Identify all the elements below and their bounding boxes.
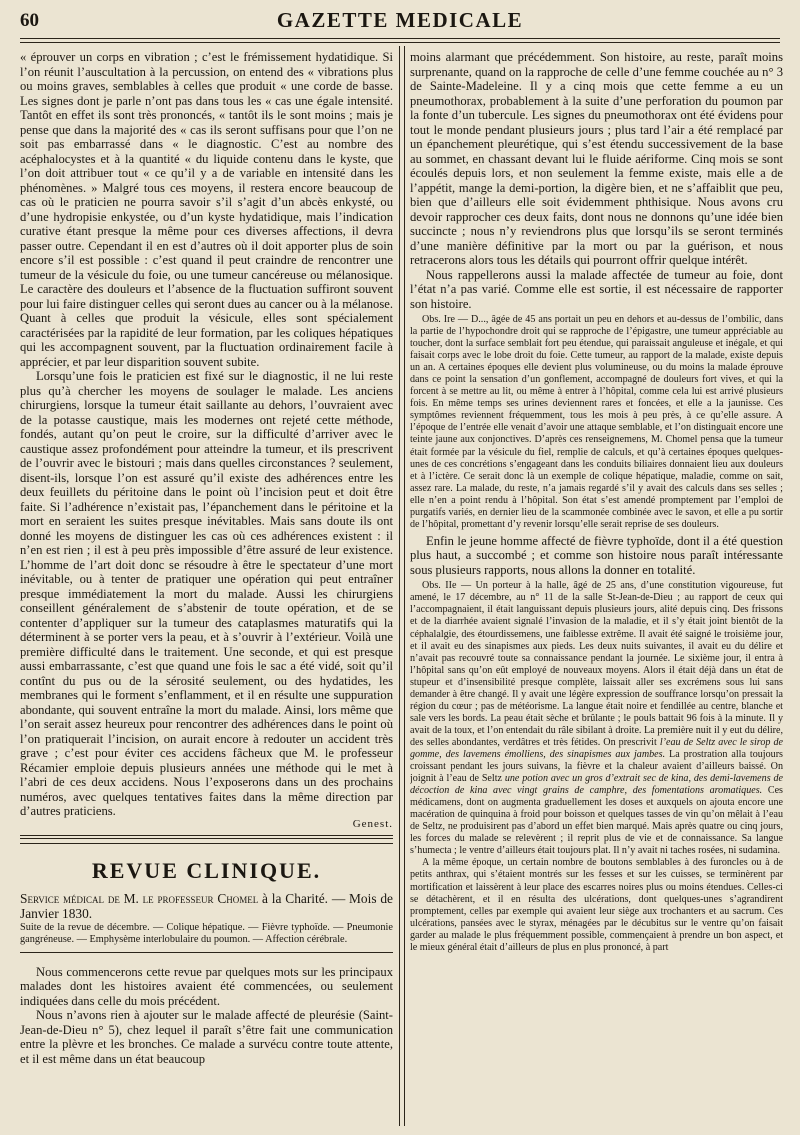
- prescription-2: une potion avec un gros d’extrait sec de kina, des demi-lavemens de décoction de kina avec vingt grains de camphre, des fomentations aromatiques.: [410, 773, 783, 797]
- column-divider: [399, 46, 405, 1126]
- section-separator-thin: [20, 843, 393, 844]
- article-signature: Genest.: [352, 817, 393, 830]
- right-paragraph-2: Nous rappellerons aussi la malade affectée de tumeur au foie, dont l’état n’a pas varié. Comme elle est sortie, il est nécessaire de rapporter son histoire.: [410, 267, 783, 311]
- service-heading: [20, 891, 393, 922]
- right-column: [410, 50, 783, 1125]
- observation-2-part-b: La prostration alla toujours croissant pendant les jours suivans, la fièvre et la chaleur avaient d’ailleurs baissé. On joignit à l’eau de Seltz: [410, 749, 783, 785]
- left-paragraph-2: Lorsqu’une fois le praticien est fixé sur le diagnostic, il ne lui reste plus qu’à chercher les moyens de soulager le malade. Les anciens chirurgiens, lorsque la tumeur était saillante au dehors, l’ouvraient avec de la potasse caustique, mais les modernes ont rejeté cette méthode, fondés, autant qu’on peut le croire, sur la difficulté d’arriver avec le caustique assez profondément pour atteindre la tumeur, et ils prescrivent de l’ouvrir avec le bistouri ; mais dans quelles circonstances ? seulement, disent-ils, lorsque l’on est assuré qu’il existe des adhérences entre les deux feuillets du péritoine dans le point où l’incision peut et doit être faite. Si l’adhérence n’existait pas, l’épanchement dans le péritoine et la mort en seraient les suites presque inévitables. Mais sans doute ils ont donné les moyens de distinguer les cas où ces adhérences existent : il n’en est rien ; il est à peu près impossible d’être assuré de leur existence. L’homme de l’art doit donc se résoudre à être le spectateur d’une mort inévitable, ou à tenter de pratiquer une opération qui peut entraîner presque immédiatement la mort du malade. Aussi les chirurgiens conseillent généralement de s’abstenir de toute opération, et de se contenter d’appliquer sur la tumeur des cataplasmes maturatifs qui la déterminent à se porter vers la peau, et à s’ouvrir à l’extérieur. Voilà une première difficulté dans le traitement. Une seconde, et qui est presque aussi embarrassante, c’est que quand une fois le sac a été vidé, soit qu’il contînt du pus ou de la sérosité seulement, ou des hydatides, les membranes qui le forment s’enflamment, et il en résulte une suppuration abondante, qui souvent entraîne la mort du malade. Ainsi, lors même que l’on serait assez heureux pour rencontrer des adhérences dans le point où l’on pratiquerait l’incision, on aurait encore à redouter un accident très grave ; c’est pour éviter ces accidens fâcheux que M. le professeur Récamier emploie depuis plusieurs années une méthode qui le met à l’abri de ces deux accidens. Nous l’exposerons dans un des prochains numéros, avec quelques tentatives faites dans la même direction par d’autres praticiens.: [20, 369, 393, 818]
- observation-2-part-a: Obs. IIe — Un porteur à la halle, âgé de 25 ans, d’une constitution vigoureuse, fut amené, le 17 décembre, au n° 11 de la salle St-Jean-de-Dieu ; au rapport de ceux qui l’accompagnaient, il était languissant depuis plusieurs jours, alité depuis cinq. Des frissons et de la diarrhée avaient signalé l’invasion de la maladie, et il s’y était joint bientôt de la céphalalgie, des étourdissemens, une faiblesse extrême. Il avait été saigné le troisième jour, et il avait eu des sinapismes aux pieds. Les deux nuits suivantes, il avait eu du délire et n’avait pas recouvré toute sa connaissance pendant la journée. Le sixième jour, il entra à l’hôpital sans qu’on eût employé de nouveaux moyens. Alors il était déjà dans un état de stupeur et d’insensibilité presque complète, laissait aller ses excrémens sous lui sans demander à être changé. Il y avait une légère expression de souffrance lorsqu’on pressait la région du cœur ; pas de météorisme. La langue était noire et fendillée au centre, blanche et sale vers les bords. La peau était sèche et brûlante ; le pouls battait 96 fois à la minute. Il y avait de la toux, et l’on entendait du râle sibilant à droite. La première nuit il y eut du délire, des selles abondantes, verdâtres et très fétides. On prescrivit: [410, 580, 783, 748]
- observation-1: Obs. Ire — D..., âgée de 45 ans portait un peu en dehors et au-dessus de l’ombilic, dans la partie de l’hypochondre droit qui se rapproche de l’épigastre, une tumeur appréciable au toucher, dont la surface semblait fort peu étendue, qui paraissait anguleuse et inégale, et qui faisait corps avec le lobe droit du foie. Cette tumeur, au rapport de la malade, existe depuis un an. A certaines époques elle devient plus volumineuse, ou du moins la malade éprouve dans ce point la sensation d’un gonflement, accompagné de douleurs fort vives, et qui la forcent à se mettre au lit, ou même à entrer à l’hôpital, comme cela lui est arrivé plusieurs fois. En même temps ses urines deviennent rares et foncées, et elle a la jaunisse. Ces symptômes reviennent fréquemment, tous les mois à peu près, à ce qu’elle assure. A l’époque de l’entrée elle venait d’avoir une attaque semblable, et l’on distinguait encore une teinte jaune aux conjonctives. D’après ces renseignemens, M. Chomel pensa que la tumeur était formée par la vésicule du fiel, remplie de calculs, et qu’à certaines époques quelques-unes de ces concrétions s’engageant dans les conduits biliaires donnaient lieu aux douleurs et à l’ictère. Ce serait donc là un exemple de colique hépatique, maladie, comme on sait, assez rare. La malade, du reste, n’a jamais regardé s’il y avait des calculs dans ses selles ; elle n’en a point rendu à l’hôpital. Son état s’est amendé promptement par l’emploi de purgatifs variés, en dernier lieu de la scammonée combinée avec le savon, et elle a pu sortir de l’hôpital, promettant d’y revenir lorsqu’elle serait reprise de ses douleurs.: [410, 314, 783, 530]
- service-prefix: Service médical de M. le professeur: [20, 890, 218, 906]
- section-contents-summary: Suite de la revue de décembre. — Colique hépatique. — Fièvre typhoïde. — Pneumonie gangréneuse. — Emphysème interlobulaire du poumon. — Affection cérébrale.: [20, 921, 393, 945]
- right-paragraph-1: moins alarmant que précédemment. Son histoire, au reste, paraît moins surprenante, quand on la rapproche de celle d’une femme couchée au n° 3 de Sainte-Madeleine. Il y a cinq mois que cette femme a eu un pneumothorax, probablement à la suite d’une perforation du poumon par la fonte d’un tubercule. Les signes du pneumothorax ont été évidens pour tout le monde pendant plusieurs jours ; plus tard l’air a été remplacé par un épanchement pleurétique, qui s’est étendu successivement de la base au sommet, en chassant devant lui le fluide aériforme. Cinq mois se sont écoulés depuis lors, et non seulement la femme existe, mais elle a de l’appétit, mange la demi-portion, la digère bien, et ne s’affaiblit que peu, bien que d’ailleurs elle soit évidemment phthisique. Nous avons cru devoir rapprocher ces deux faits, dont nous ne donnons qu’une idée bien succincte ; nous n’y reviendrons plus que lorsqu’ils se seront terminés d’une manière définitive par la mort ou par la guérison, et nous retracerons alors tous les détails qui pourront offrir quelque intérêt.: [410, 50, 783, 267]
- header-rule: [20, 38, 780, 43]
- right-paragraph-3: Enfin le jeune homme affecté de fièvre typhoïde, dont il a été question plus haut, a succombé ; et comme son histoire nous paraît intéressante sous plusieurs rapports, nous allons la donner en totalité.: [410, 533, 783, 577]
- prescription-1: l’eau de Seltz avec le sirop de gomme, des lavemens émolliens, des sinapismes aux jambes.: [410, 736, 783, 760]
- observation-2: [410, 580, 783, 857]
- contents-rule: [20, 952, 393, 953]
- observation-2-part-c: Ces médicamens, dont on augmenta graduellement les doses et auxquels on ajouta encore une macération de quinquina à froid pour boisson et quelques tasses de vin qu’on mêlait à l’eau de Seltz, ne produisirent pas d’abord un effet bien marqué. Mais après quatre ou cinq jours, les forces du malade se relevèrent ; il reprit plus de vie et de connaissance. Sa langue s’humecta ; le ventre d’ailleurs était toujours plat. Il n’y avait ni taches rosées, ni sudamina.: [410, 785, 783, 857]
- right-paragraph-4: A la même époque, un certain nombre de boutons semblables à des furoncles ou à de petits anthrax, qui s’étaient montrés sur les fesses et sur les cuisses, se terminèrent par mortification et laissèrent à leur place des escarres noires plus ou moins étendues. Celles-ci se détachèrent, et il en résulta des ulcérations, dont quelques-unes s’agrandirent promptement, celles par exemple qui avaient leur siège aux trochanters et au sacrum. Ces ulcérations, pansées avec le styrax, ménagées par le décubitus sur le ventre qu’on faisait garder au malade le plus fréquemment possible, commençaient à prendre un bon aspect, et le mieux général était d’ailleurs de plus en plus prononcé, à part: [410, 857, 783, 953]
- section-separator: [20, 835, 393, 839]
- left-paragraph-3: Nous commencerons cette revue par quelques mots sur les principaux malades dont les histoires avaient été commencées, ou seulement indiquées dans celle du mois précédent.: [20, 964, 393, 1008]
- page-header: [20, 8, 780, 34]
- page-number: 60: [20, 10, 39, 31]
- left-column: [20, 50, 393, 1125]
- left-paragraph-4: Nous n’avons rien à ajouter sur le malade affecté de pleurésie (Saint-Jean-de-Dieu n° 5), chez lequel il paraît s’être fait une communication entre la plèvre et les bronches. Ce malade a survécu contre toute attente, et il est même dans un état beaucoup: [20, 1008, 393, 1066]
- service-suffix: à la Charité. — Mois de Janvier 1830.: [20, 890, 393, 921]
- masthead-title: GAZETTE MEDICALE: [276, 8, 524, 32]
- section-title-revue-clinique: REVUE CLINIQUE.: [91, 857, 322, 883]
- left-paragraph-1: « éprouver un corps en vibration ; c’est le frémissement hydatidique. Si l’on réunit l’auscultation à la percussion, on entend des « vibrations plus ou moins graves, semblables à celles que produit « une corde de basse. Les signes dont je parle n’ont pas dans tous les « cas une égale intensité. Tantôt en effet ils sont très prononcés, « tantôt ils le sont moins ; mais je pense que dans la majorité des « cas ils seront suffisans pour que l’on ne soit pas embarrassé dans « le diagnostic. C’est au nombre des acéphalocystes et à la quantité « du liquide contenu dans le kyste, que l’on doit attribuer tout « ce qu’il y a de variable en intensité dans les phénomènes. » Malgré tous ces moyens, il restera encore beaucoup de cas où le praticien ne pourra savoir s’il s’agit d’un abcès enkysté, ou d’une hydropisie enkystée, ou d’un kyste hydatidique, mais l’indication curative étant presque la même pour ces diverses affections, il devra passer outre. Cependant il en est d’autres où il doit apporter plus de soin encore s’il est possible : c’est quand il peut craindre de rencontrer une tumeur de la vésicule du foie, ou une tumeur cancéreuse ou mélanosique. Le caractère des douleurs et l’absence de la fluctuation suffiront souvent pour lui faire distinguer celles qui seront dues au cancer ou à la mélanose. Quant à celles que produit la vésicule, elles sont spécialement caractérisées par la rapidité de leur formation, par les coliques hépatiques qui les accompagnent souvent, par la fluctuation ordinairement facile à apprécier, et par leur disparition souvent subite.: [20, 50, 393, 369]
- service-professor-name: Chomel: [217, 890, 259, 906]
